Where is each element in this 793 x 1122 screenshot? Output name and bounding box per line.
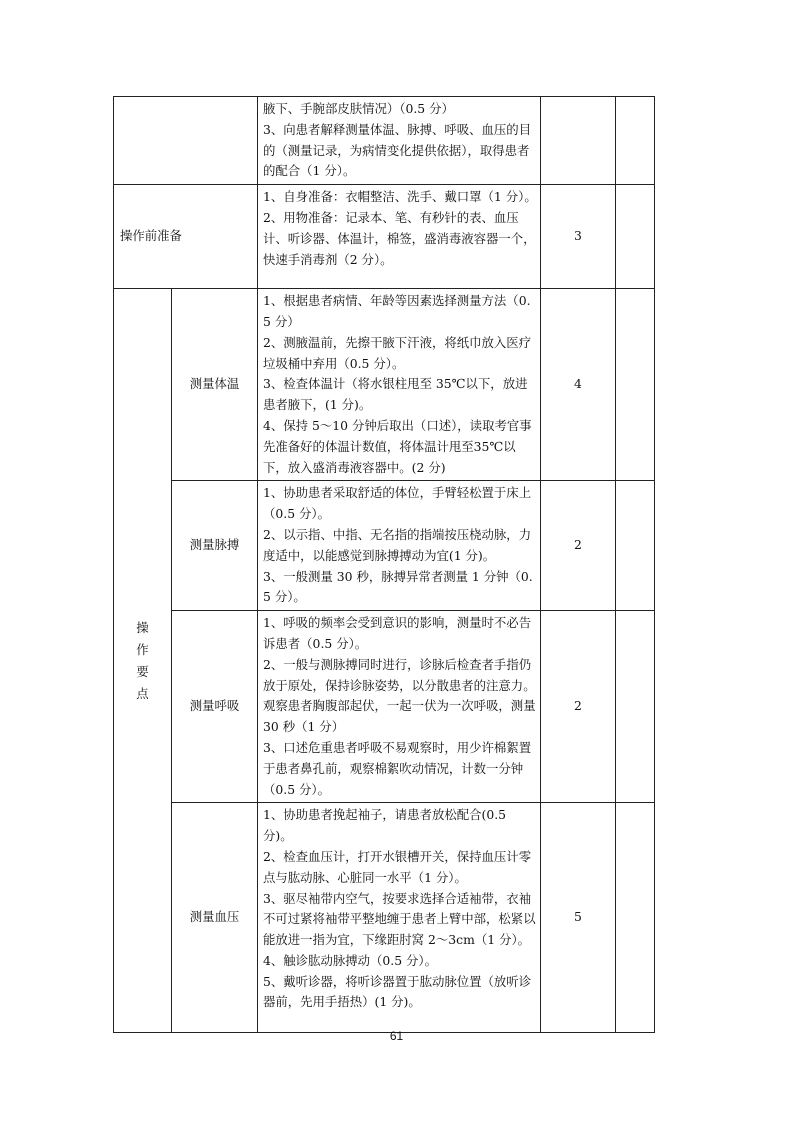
- blank-cell: [616, 611, 655, 803]
- content-line: 2、用物准备：记录本、笔、有秒针的表、血压计、听诊器、体温计，棉签，盛消毒液容器一个，快速手消毒剂（2 分）。: [263, 209, 536, 267]
- content-line: 1、呼吸的频率会受到意识的影响，测量时不必告诉患者（0.5 分）。: [263, 615, 532, 651]
- item-label: 测量呼吸: [172, 611, 258, 803]
- content-line: 3、一般测量 30 秒，脉搏异常者测量 1 分钟（0.5 分）。: [263, 568, 533, 605]
- content-line: 3、口述危重患者呼吸不易观察时，用少许棉絮置于患者鼻孔前，观察棉絮吹动情况，计数一分钟（0.5 分）。: [263, 739, 532, 797]
- content-line: 2、一般与测脉搏同时进行，诊脉后检查者手指仍放于原处，保持诊脉姿势，以分散患者的注意力。观察患者胸腹部起伏，一起一伏为一次呼吸，测量 30 秒（1 分）: [263, 656, 536, 735]
- blank-cell: [616, 185, 655, 289]
- content-line: 1、根据患者病情、年龄等因素选择测量方法（0.5 分）: [263, 293, 531, 329]
- category-label: 操作要点: [114, 289, 172, 1033]
- content-line: 3、驱尽袖带内空气，按要求选择合适袖带，衣袖不可过紧将袖带平整地缠于患者上臂中部，松紧以能放进一指为宜，下缘距肘窝 2～3cm（1 分）。: [263, 890, 536, 948]
- table-row: [114, 97, 655, 185]
- table-row: [114, 803, 655, 1033]
- table-row: [114, 185, 655, 289]
- content-line: 1、自身准备：衣帽整洁、洗手、戴口罩（1 分）。: [263, 189, 537, 205]
- score-value: 4: [541, 289, 616, 481]
- content-cell: [258, 803, 541, 1033]
- blank-cell: [616, 289, 655, 481]
- blank-cell: [616, 97, 655, 185]
- content-line: 2、检查血压计，打开水银槽开关，保持血压计零点与肱动脉、心脏同一水平（1 分）。: [263, 848, 532, 885]
- item-label: 测量血压: [172, 803, 258, 1033]
- scoring-table: [113, 96, 655, 1033]
- blank-cell: [616, 803, 655, 1033]
- score-cell: [541, 97, 616, 185]
- content-cell: [258, 289, 541, 481]
- score-value: 5: [541, 803, 616, 1033]
- content-cell: [258, 481, 541, 611]
- score-value: 3: [541, 185, 616, 289]
- item-label: 测量脉搏: [172, 481, 258, 611]
- score-value: 2: [541, 611, 616, 803]
- content-cell: [258, 185, 541, 289]
- item-label: 测量体温: [172, 289, 258, 481]
- content-cell: [258, 97, 541, 185]
- page-number: 61: [389, 1029, 404, 1043]
- content-line: 2、测腋温前，先擦干腋下汗液，将纸巾放入医疗垃圾桶中弃用（0.5 分）。: [263, 334, 532, 371]
- score-value: 2: [541, 481, 616, 611]
- content-line: 4、保持 5～10 分钟后取出（口述），读取考官事先准备好的体温计数值，将体温计甩至35℃以下，放入盛消毒液容器中。(2 分): [263, 417, 532, 475]
- content-line: 4、触诊肱动脉搏动（0.5 分）。: [263, 952, 438, 968]
- content-line: 腋下、手腕部皮肤情况）（0.5 分）: [263, 101, 454, 116]
- table-row: [114, 289, 655, 481]
- content-line: 3、检查体温计（将水银柱甩至 35℃以下，放进患者腋下，(1 分)。: [263, 376, 528, 413]
- empty-cell: [114, 97, 258, 185]
- content-line: 3、向患者解释测量体温、脉搏、呼吸、血压的目的（测量记录，为病情变化提供依据），取得患者的配合（1 分）。: [263, 121, 532, 179]
- content-line: 1、协助患者挽起袖子，请患者放松配合(0.5 分)。: [263, 807, 507, 844]
- content-cell: [258, 611, 541, 803]
- table-row: [114, 611, 655, 803]
- table-row: [114, 481, 655, 611]
- section-label: 操作前准备: [114, 185, 258, 289]
- blank-cell: [616, 481, 655, 611]
- content-line: 2、以示指、中指、无名指的指端按压桡动脉，力度适中，以能感觉到脉搏搏动为宜(1 分)。: [263, 526, 532, 563]
- content-line: 1、协助患者采取舒适的体位，手臂轻松置于床上（0.5 分）。: [263, 485, 532, 522]
- content-line: 5、戴听诊器，将听诊器置于肱动脉位置（放听诊器前，先用手捂热）(1 分)。: [263, 973, 532, 1010]
